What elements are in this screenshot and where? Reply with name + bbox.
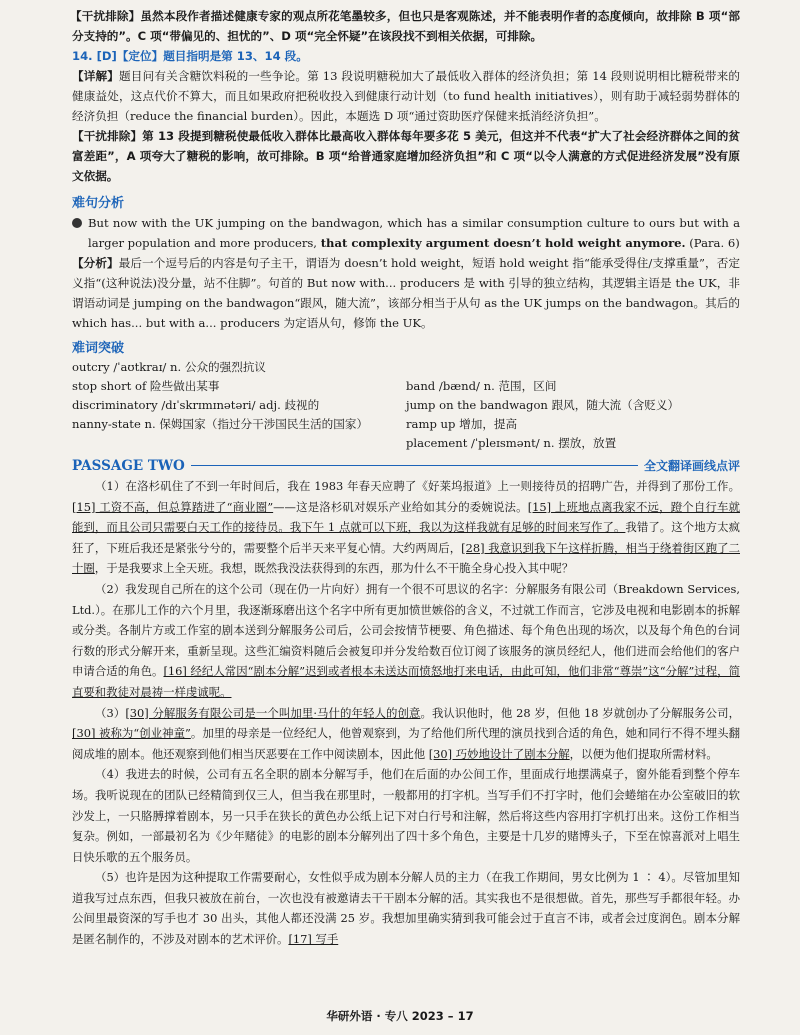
q14-detail <box>72 66 740 126</box>
translation-paragraph <box>72 703 740 765</box>
vocabulary-list <box>72 358 740 453</box>
interference-text: 虽然本段作者描述健康专家的观点所花笔墨较多，但也只是客观陈述，并不能表明作者的态度倾向，故排除 B 项“部分支持的”。C 项“带偏见的、担忧的”、D 项“完全怀疑”在该段找不到相关依据，可排除。 <box>72 9 740 43</box>
vocab-item: band /bænd/ n. 范围，区间 <box>406 379 557 393</box>
vocab-item: nanny-state n. 保姆国家（指过分干涉国民生活的国家） <box>72 417 369 431</box>
sentence-analysis <box>72 253 740 333</box>
vocabulary-heading: 难词突破 <box>72 341 125 356</box>
text-segment: 。我认识他时，他 28 岁，但他 18 岁就创办了分解服务公司， <box>420 705 741 720</box>
passage-body <box>72 476 740 950</box>
vocab-right <box>406 358 740 453</box>
vocab-item: stop short of 险些做出某事 <box>72 379 220 393</box>
underlined-segment: [17] 写手 <box>288 932 339 947</box>
translation-paragraph <box>72 579 740 703</box>
vocab-item: ramp up 增加，提高 <box>406 417 518 431</box>
vocab-left <box>72 358 406 453</box>
passage-title: PASSAGE TWO <box>72 457 185 474</box>
underlined-segment: [30] 分解服务有限公司是一个叫加里·马什的年轻人的创意 <box>125 705 421 720</box>
vocab-item: outcry /ˈaʊtkraɪ/ n. 公众的强烈抗议 <box>72 360 267 374</box>
title-divider <box>191 465 638 466</box>
interference-tag: 【干扰排除】 <box>70 9 141 23</box>
passage-title-row <box>72 457 740 474</box>
text-segment: 。加里的母亲是一位经纪人，他曾观察到，为了给他们所代理的演员找到合适的角色，她和同行不得不埋头翻阅成堆的剧本。他还观察到他们相当厌恶要在工作中阅读剧本，因此他 <box>72 726 740 761</box>
vocab-item: discriminatory /dɪˈskrɪmɪnətəri/ adj. 歧视的 <box>72 398 320 412</box>
underlined-segment: [28] 我意识到我下午这样折腾，相当于绕着街区跑了二十圈 <box>72 540 740 576</box>
q14-number: 14. [D] <box>72 49 117 63</box>
analysis-text: 最后一个逗号后的内容是句子主干，谓语为 doesn’t hold weight，短语 hold weight 指“能承受得住/支撑重量”，否定义指“(这种说法)没分量，站不住脚”。句首的 But now with... producers 是 with 引导的独立结构，其逻辑主语是 the UK，非谓语动词是 jumping on the bandwagon“跟风，随大流”，该部分相当于从句 as the UK jumps on the bandwagon。其后的 which has... but with a... producers 为定语从句，修饰 the UK。 <box>72 256 740 330</box>
q14-detail-tag: 【详解】 <box>72 69 120 83</box>
vocab-item: placement /ˈpleɪsmənt/ n. 摆放，放置 <box>406 436 617 450</box>
sentence-ref: (Para. 6) <box>685 236 740 250</box>
q14-locate-text: 题目指明是第 13、14 段。 <box>163 49 308 63</box>
bullet-icon <box>72 218 82 228</box>
underlined-segment: [15] 上班地点离我家不远，蹬个自行车就能到，而且公司只需要白天工作的接待员。我下午 1 点就可以下班，我以为这样我就有足够的时间来写作了。 <box>72 499 740 535</box>
underlined-segment: [30] 被称为“创业神童” <box>72 726 191 741</box>
translation-paragraph <box>72 476 740 579</box>
q14-locate-tag: 【定位】 <box>116 49 164 63</box>
page-footer: 华研外语 · 专八 2023 – 17 <box>326 1009 474 1023</box>
difficult-sentence <box>72 213 740 253</box>
q14-header <box>72 46 740 66</box>
sentence-bold: that complexity argument doesn’t hold weight anymore. <box>320 236 686 250</box>
text-segment: （5）也许是因为这种提取工作需要耐心，女性似乎成为剧本分解人员的主力（在我工作期间，男女比例为 1 ∶ 4）。尽管加里知道我写过点东西，但我只被放在前台，一次也没有被邀请去干干剧本分解的活。其实我也不是很想做。首先，那些写手都很年轻。办公间里最资深的写手也才 30 出头，其他人都还没满 25 岁。我想加里确实猜到我可能会过于直言不讳，或者会过度润色。剧本分解是匿名制作的，不涉及对剧本的艺术评价。 <box>72 870 740 947</box>
text-segment: 我错了。这个地方太疯狂了，下班后我还是紧张兮兮的，需要整个后半天来平复心情。大约两周后， <box>72 520 740 555</box>
underlined-segment: [30] 巧妙地设计了剧本分解 <box>428 746 570 761</box>
analysis-tag: 【分析】 <box>72 256 119 270</box>
underlined-segment: [15] 工资不高，但总算踏进了“商业圈” <box>72 499 274 514</box>
text-segment: ，于是我要求上全天班。我想，既然我没法获得到的东西，那为什么不干脆全身心投入其中呢？ <box>94 561 574 576</box>
q14-interference-text: 第 13 段提到糖税使最低收入群体比最高收入群体每年要多花 5 美元，但这并不代表“扩大了社会经济群体之间的贫富差距”，A 项夸大了糖税的影响，故可排除。B 项“给普通家庭增加经济负担”和 C 项“以令人满意的方式促进经济发展”没有原文依据。 <box>72 129 740 183</box>
translation-paragraph <box>72 867 740 949</box>
q13-interference <box>72 6 740 46</box>
text-segment: （4）我进去的时候，公司有五名全职的剧本分解写手，他们在后面的办公间工作，里面成行地摆满桌子，窗外能看到整个停车场。我听说现在的团队已经精简到仅三人，但当我在那里时，一般都用的打字机。当写手们不打字时，他们会蜷缩在办公室破旧的软沙发上，一只胳膊撑着剧本，另一只手在狭长的黄色办公纸上记下对白行号和注解，然后将这些内容用打字机打出来。这份工作相当复杂。例如，一部最初名为《少年赌徒》的电影的剧本分解列出了四十多个角色，主要是十几岁的赌博头子，下至在惊喜派对上唱生日快乐歌的五个服务员。 <box>72 767 740 864</box>
q14-interference-tag: 【干扰排除】 <box>72 129 143 143</box>
passage-right-label: 全文翻译画线点评 <box>643 459 740 473</box>
vocab-item: jump on the bandwagon 跟风，随大流（含贬义） <box>406 398 680 412</box>
text-segment: （1）在洛杉矶住了不到一年时间后，我在 1983 年春天应聘了《好莱坞报道》上一则接待员的招聘广告，并得到了那份工作。 <box>95 479 740 493</box>
difficult-sentence-heading: 难句分析 <box>72 196 125 211</box>
text-segment: ——这是洛杉矶对娱乐产业给如其分的委婉说法。 <box>273 499 528 514</box>
underlined-segment: [16] 经纪人常因“剧本分解”迟到或者根本未送达而愤怒地打来电话，由此可知，他们非常“尊崇”这“分解”过程，简直要和教徒对晨祷一样虔诚呢。 <box>72 664 740 699</box>
text-segment: （2）我发现自己所在的这个公司（现在仍一片向好）拥有一个很不可思议的名字：分解服务有限公司（Breakdown Services, Ltd.）。在那儿工作的六个月里，我逐渐琢磨出这个名字中所有更加愤世嫉俗的含义，不过就工作而言，它涉及电视和电影剧本的拆解或分类。各制片方或工作室的剧本送到分解服务公司后，公司会按情节梗要、角色描述、每个角色出现的场次，以及每个角色的台词行数的形式分解开来，重新呈现。这些汇编资料随后会被复印并分发给数百位订阅了该服务的演员经纪人，他们进而会给他们的客户申请合适的角色。 <box>72 581 740 679</box>
text-segment: ，以便为他们提取所需材料。 <box>569 746 718 761</box>
translation-paragraph <box>72 764 740 867</box>
q14-detail-text: 题目问有关含糖饮料税的一些争论。第 13 段说明糖税加大了最低收入群体的经济负担；第 14 段则说明相比糖税带来的健康益处，这点代价不算大，而且如果政府把税收投入到健康行动计划（to fund health initiatives），则有助于减轻弱势群体的经济负担（reduce the financial burden）。因此，本题选 D 项“通过资助医疗保健来抵消经济负担”。 <box>72 69 740 123</box>
sentence-start: But now with the UK jumping on the bandwagon, which has a similar consumption culture to ours but with a larger population and more producers, <box>88 216 740 250</box>
text-segment: （3） <box>95 705 126 720</box>
q14-interference <box>72 126 740 186</box>
